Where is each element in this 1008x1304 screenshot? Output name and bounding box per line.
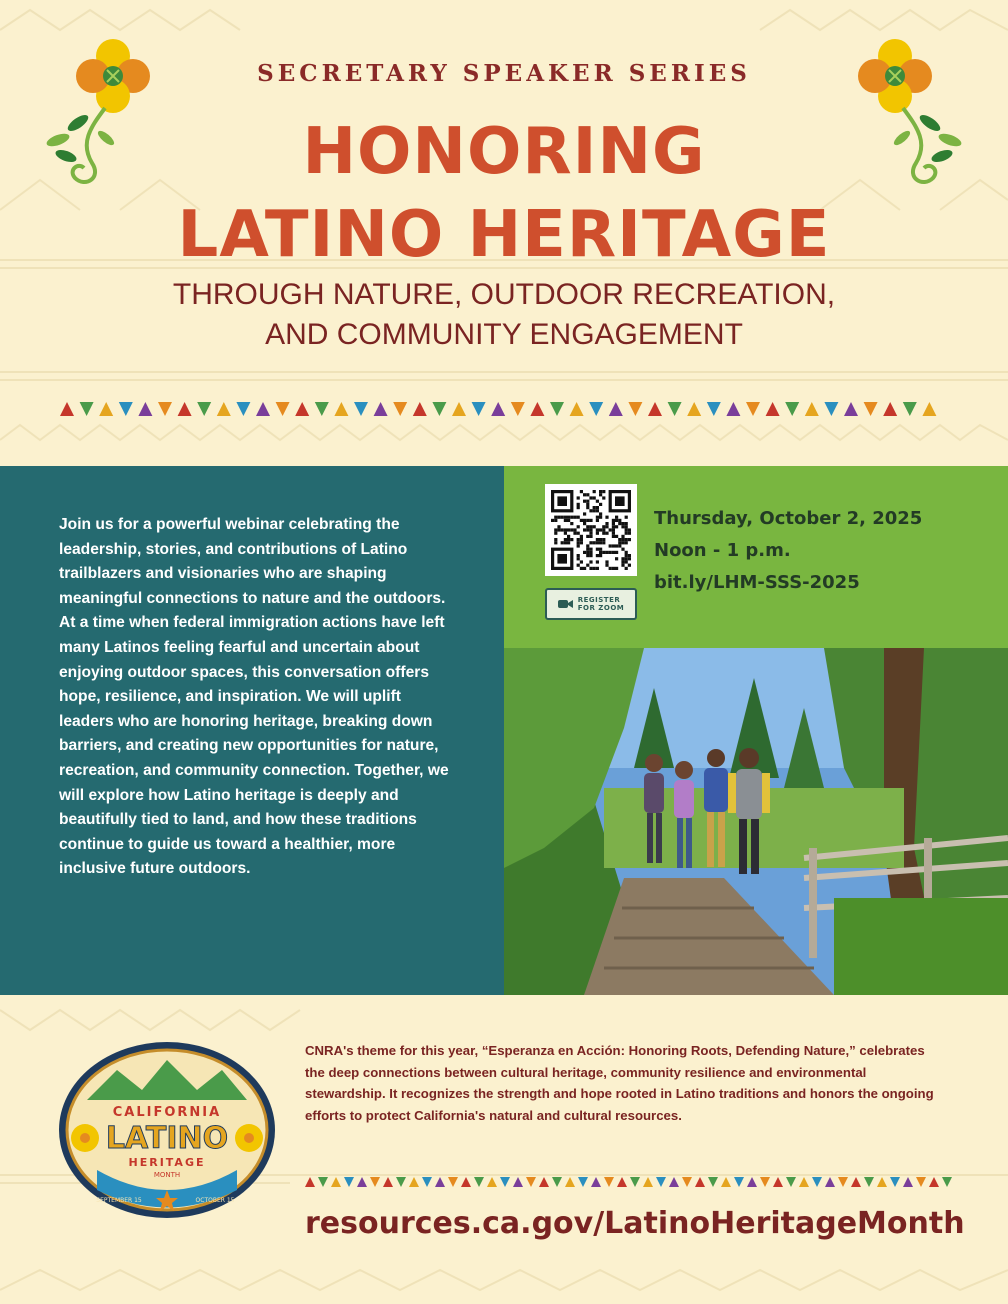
triangle-ornament (825, 1177, 835, 1187)
triangle-ornament (422, 1177, 432, 1187)
triangle-ornament (491, 402, 505, 416)
triangle-ornament (511, 402, 525, 416)
event-date: Thursday, October 2, 2025 (654, 508, 923, 529)
triangle-ornament (630, 1177, 640, 1187)
triangle-ornament (805, 402, 819, 416)
triangle-ornament (877, 1177, 887, 1187)
triangle-ornament (448, 1177, 458, 1187)
triangle-ornament (669, 1177, 679, 1187)
triangle-ornament (929, 1177, 939, 1187)
triangle-ornament (513, 1177, 523, 1187)
triangle-ornament (217, 402, 231, 416)
triangle-ornament (318, 1177, 328, 1187)
triangle-ornament (99, 402, 113, 416)
triangle-ornament (799, 1177, 809, 1187)
triangle-border-top (0, 400, 1008, 420)
triangle-ornament (656, 1177, 666, 1187)
triangle-ornament (760, 1177, 770, 1187)
triangle-ornament (628, 402, 642, 416)
triangle-ornament (922, 402, 936, 416)
triangle-ornament (550, 402, 564, 416)
triangle-ornament (539, 1177, 549, 1187)
triangle-ornament (565, 1177, 575, 1187)
triangle-ornament (393, 402, 407, 416)
subtitle-line2: AND COMMUNITY ENGAGEMENT (265, 318, 743, 351)
latino-heritage-month-badge (57, 1040, 277, 1220)
theme-statement: CNRA's theme for this year, “Esperanza en Acción: Honoring Roots, Defending Nature,” celebrates the deep connections between cultural heritage, community resilience and environmental stewardship. It recognizes the strength and hope rooted in Latino traditions and honors the ongoing efforts to protect California's natural and cultural resources. (305, 1043, 934, 1123)
triangle-ornament (305, 1177, 315, 1187)
triangle-ornament (138, 402, 152, 416)
triangle-ornament (500, 1177, 510, 1187)
triangle-ornament (617, 1177, 627, 1187)
triangle-ornament (890, 1177, 900, 1187)
triangle-ornament (256, 402, 270, 416)
triangle-ornament (158, 402, 172, 416)
triangle-ornament (413, 402, 427, 416)
triangle-ornament (903, 402, 917, 416)
triangle-ornament (785, 402, 799, 416)
register-label: REGISTER (577, 596, 621, 604)
triangle-ornament (824, 402, 838, 416)
qr-code-image (551, 490, 631, 570)
triangle-ornament (487, 1177, 497, 1187)
badge-top-text: CALIFORNIA (112, 1105, 222, 1120)
triangle-ornament (708, 1177, 718, 1187)
badge-start-date: SEPTEMBER 15 (96, 1197, 142, 1204)
triangle-ornament (530, 402, 544, 416)
triangle-ornament (578, 1177, 588, 1187)
event-time: Noon - 1 p.m. (654, 540, 791, 561)
triangle-ornament (942, 1177, 952, 1187)
camera-icon (558, 598, 574, 610)
triangle-ornament (786, 1177, 796, 1187)
triangle-ornament (526, 1177, 536, 1187)
triangle-ornament (295, 402, 309, 416)
triangle-ornament (864, 402, 878, 416)
triangle-ornament (461, 1177, 471, 1187)
triangle-border-bottom (305, 1175, 1008, 1191)
triangle-ornament (552, 1177, 562, 1187)
triangle-ornament (916, 1177, 926, 1187)
triangle-ornament (344, 1177, 354, 1187)
triangle-ornament (883, 402, 897, 416)
triangle-ornament (746, 402, 760, 416)
for-zoom-label: FOR ZOOM (577, 604, 625, 612)
triangle-ornament (474, 1177, 484, 1187)
subtitle-line1: THROUGH NATURE, OUTDOOR RECREATION, (172, 278, 836, 311)
badge-sub-text: HERITAGE (128, 1156, 206, 1169)
triangle-ornament (409, 1177, 419, 1187)
triangle-ornament (589, 402, 603, 416)
triangle-ornament (354, 402, 368, 416)
page-title-line2: LATINO HERITAGE (177, 198, 831, 272)
triangle-ornament (197, 402, 211, 416)
triangle-ornament (383, 1177, 393, 1187)
triangle-ornament (472, 402, 486, 416)
badge-end-date: OCTOBER 15 (195, 1197, 235, 1204)
triangle-ornament (374, 402, 388, 416)
triangle-ornament (648, 402, 662, 416)
triangle-ornament (80, 402, 94, 416)
footer-url-link[interactable]: resources.ca.gov/LatinoHeritageMonth (305, 1206, 965, 1241)
speaker-series-label: SECRETARY SPEAKER SERIES (257, 60, 751, 87)
triangle-ornament (643, 1177, 653, 1187)
triangle-ornament (435, 1177, 445, 1187)
triangle-ornament (604, 1177, 614, 1187)
triangle-ornament (668, 402, 682, 416)
triangle-ornament (687, 402, 701, 416)
triangle-ornament (315, 402, 329, 416)
triangle-ornament (773, 1177, 783, 1187)
triangle-ornament (734, 1177, 744, 1187)
triangle-ornament (591, 1177, 601, 1187)
badge-month-text: MONTH (153, 1171, 181, 1179)
triangle-ornament (276, 402, 290, 416)
triangle-ornament (903, 1177, 913, 1187)
triangle-ornament (747, 1177, 757, 1187)
triangle-ornament (721, 1177, 731, 1187)
triangle-ornament (726, 402, 740, 416)
qr-code[interactable] (545, 484, 637, 576)
triangle-ornament (452, 402, 466, 416)
triangle-ornament (570, 402, 584, 416)
triangle-ornament (370, 1177, 380, 1187)
event-description: Join us for a powerful webinar celebrating the leadership, stories, and contributions of Latino trailblazers and visionaries who are shaping meaningful connections to nature and the outdoors. At a time when federal immigration actions have left many Latinos feeling fearful and uncertain about enjoying outdoor spaces, this conversation offers hope, resilience, and inspiration. We will uplift leaders who are honoring heritage, breaking down barriers, and creating new opportunities for nature, recreation, and community connection. Together, we will explore how Latino heritage is deeply and beautifully tied to land, and how these traditions continue to guide us toward a healthier, more inclusive future outdoors. (59, 516, 449, 878)
triangle-ornament (331, 1177, 341, 1187)
triangle-ornament (707, 402, 721, 416)
triangle-ornament (60, 402, 74, 416)
triangle-ornament (695, 1177, 705, 1187)
triangle-ornament (838, 1177, 848, 1187)
triangle-ornament (432, 402, 446, 416)
triangle-ornament (119, 402, 133, 416)
triangle-ornament (609, 402, 623, 416)
triangle-ornament (334, 402, 348, 416)
triangle-ornament (357, 1177, 367, 1187)
triangle-ornament (851, 1177, 861, 1187)
triangle-ornament (396, 1177, 406, 1187)
triangle-ornament (682, 1177, 692, 1187)
triangle-ornament (864, 1177, 874, 1187)
badge-main-text: LATINO (105, 1121, 229, 1156)
triangle-ornament (844, 402, 858, 416)
event-link[interactable]: bit.ly/LHM-SSS-2025 (654, 572, 860, 593)
family-walking-photo (504, 648, 1008, 995)
triangle-ornament (766, 402, 780, 416)
triangle-ornament (812, 1177, 822, 1187)
triangle-ornament (178, 402, 192, 416)
register-zoom-button[interactable] (545, 588, 637, 620)
page-title-line1: HONORING (302, 115, 706, 189)
triangle-ornament (236, 402, 250, 416)
